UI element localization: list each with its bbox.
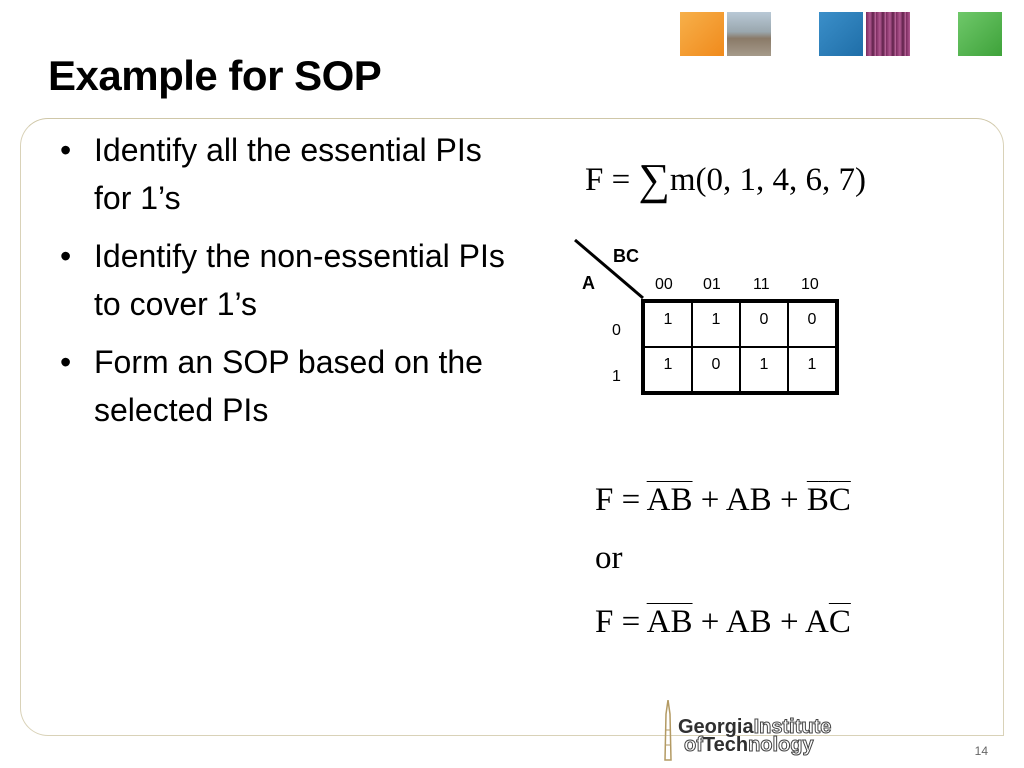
bullet-item (60, 126, 520, 222)
term-a: A (805, 604, 829, 640)
or-text: or (595, 540, 623, 576)
term-ab: AB (725, 482, 772, 518)
bullet-item (60, 232, 520, 328)
page-number: 14 (974, 744, 988, 758)
formula-rhs: m(0, 1, 4, 6, 7) (669, 162, 867, 198)
logo-of: of (684, 734, 703, 756)
kmap-row-var: A (582, 273, 595, 293)
bullet-item (60, 338, 520, 434)
formula-lhs: F (595, 482, 614, 518)
sigma-icon: ∑ (638, 155, 670, 204)
kmap-cell: 1 (692, 302, 740, 347)
term-b-bar: $\overline{B}$ (670, 604, 693, 640)
kmap-diagonal (560, 230, 660, 310)
kmap-cell: 0 (692, 347, 740, 392)
formula-lhs: F (595, 604, 614, 640)
kmap-cell: 0 (740, 302, 788, 347)
term-c-bar: $\overline{C}$ (828, 604, 851, 640)
karnaugh-map (560, 230, 860, 410)
plus-sign: + (700, 482, 720, 518)
bullet-text: Form an SOP based on the selected PIs (94, 344, 483, 428)
georgia-tech-logo (660, 700, 880, 760)
bullet-text: Identify all the essential PIs for 1’s (94, 132, 482, 216)
logo-institute: Institute (753, 716, 832, 738)
kmap-row-header: 1 (612, 368, 621, 385)
minterm-formula (585, 150, 867, 204)
plus-sign: + (700, 604, 720, 640)
kmap-row-header: 0 (612, 322, 621, 339)
formula-eq: = (621, 604, 641, 640)
kmap-cell: 1 (644, 302, 692, 347)
logo-line-2 (684, 734, 814, 757)
term-b-bar: $\overline{B}$ (806, 482, 829, 518)
kmap-col-header: 11 (753, 276, 770, 293)
kmap-cell: 1 (644, 347, 692, 392)
bullet-dot-icon: • (60, 344, 72, 380)
kmap-cell: 1 (788, 347, 836, 392)
slide-title: Example for SOP (48, 52, 382, 99)
term-b-bar: $\overline{B}$ (670, 482, 693, 518)
logo-tech: Tech (702, 734, 749, 756)
term-a-bar: $\overline{A}$ (646, 604, 671, 640)
campus-photo-square (727, 12, 771, 56)
bullet-dot-icon: • (60, 132, 72, 168)
kmap-grid (641, 299, 839, 395)
bullet-text: Identify the non-essential PIs to cover 1’s (94, 238, 505, 322)
tower-icon (660, 700, 676, 762)
term-a-bar: $\overline{A}$ (646, 482, 671, 518)
solution-formula-1 (595, 482, 851, 519)
kmap-cell: 0 (788, 302, 836, 347)
formula-eq: = (611, 162, 631, 198)
term-c-bar: $\overline{C}$ (828, 482, 851, 518)
bullet-list (60, 126, 520, 444)
kmap-cell: 1 (740, 347, 788, 392)
term-ab: AB (725, 604, 772, 640)
kmap-col-header: 00 (655, 276, 673, 293)
kmap-col-var: BC (613, 246, 639, 266)
green-square (958, 12, 1002, 56)
kmap-col-header: 01 (703, 276, 721, 293)
plus-sign: + (779, 482, 799, 518)
logo-georgia: Georgia (678, 716, 754, 738)
circuit-photo-square (866, 12, 910, 56)
solution-formula-2 (595, 604, 851, 641)
formula-lhs: F (585, 162, 604, 198)
blue-square (819, 12, 863, 56)
orange-square (680, 12, 724, 56)
bullet-dot-icon: • (60, 238, 72, 274)
plus-sign: + (779, 604, 799, 640)
kmap-col-header: 10 (801, 276, 819, 293)
formula-eq: = (621, 482, 641, 518)
logo-nology: nology (748, 734, 814, 756)
